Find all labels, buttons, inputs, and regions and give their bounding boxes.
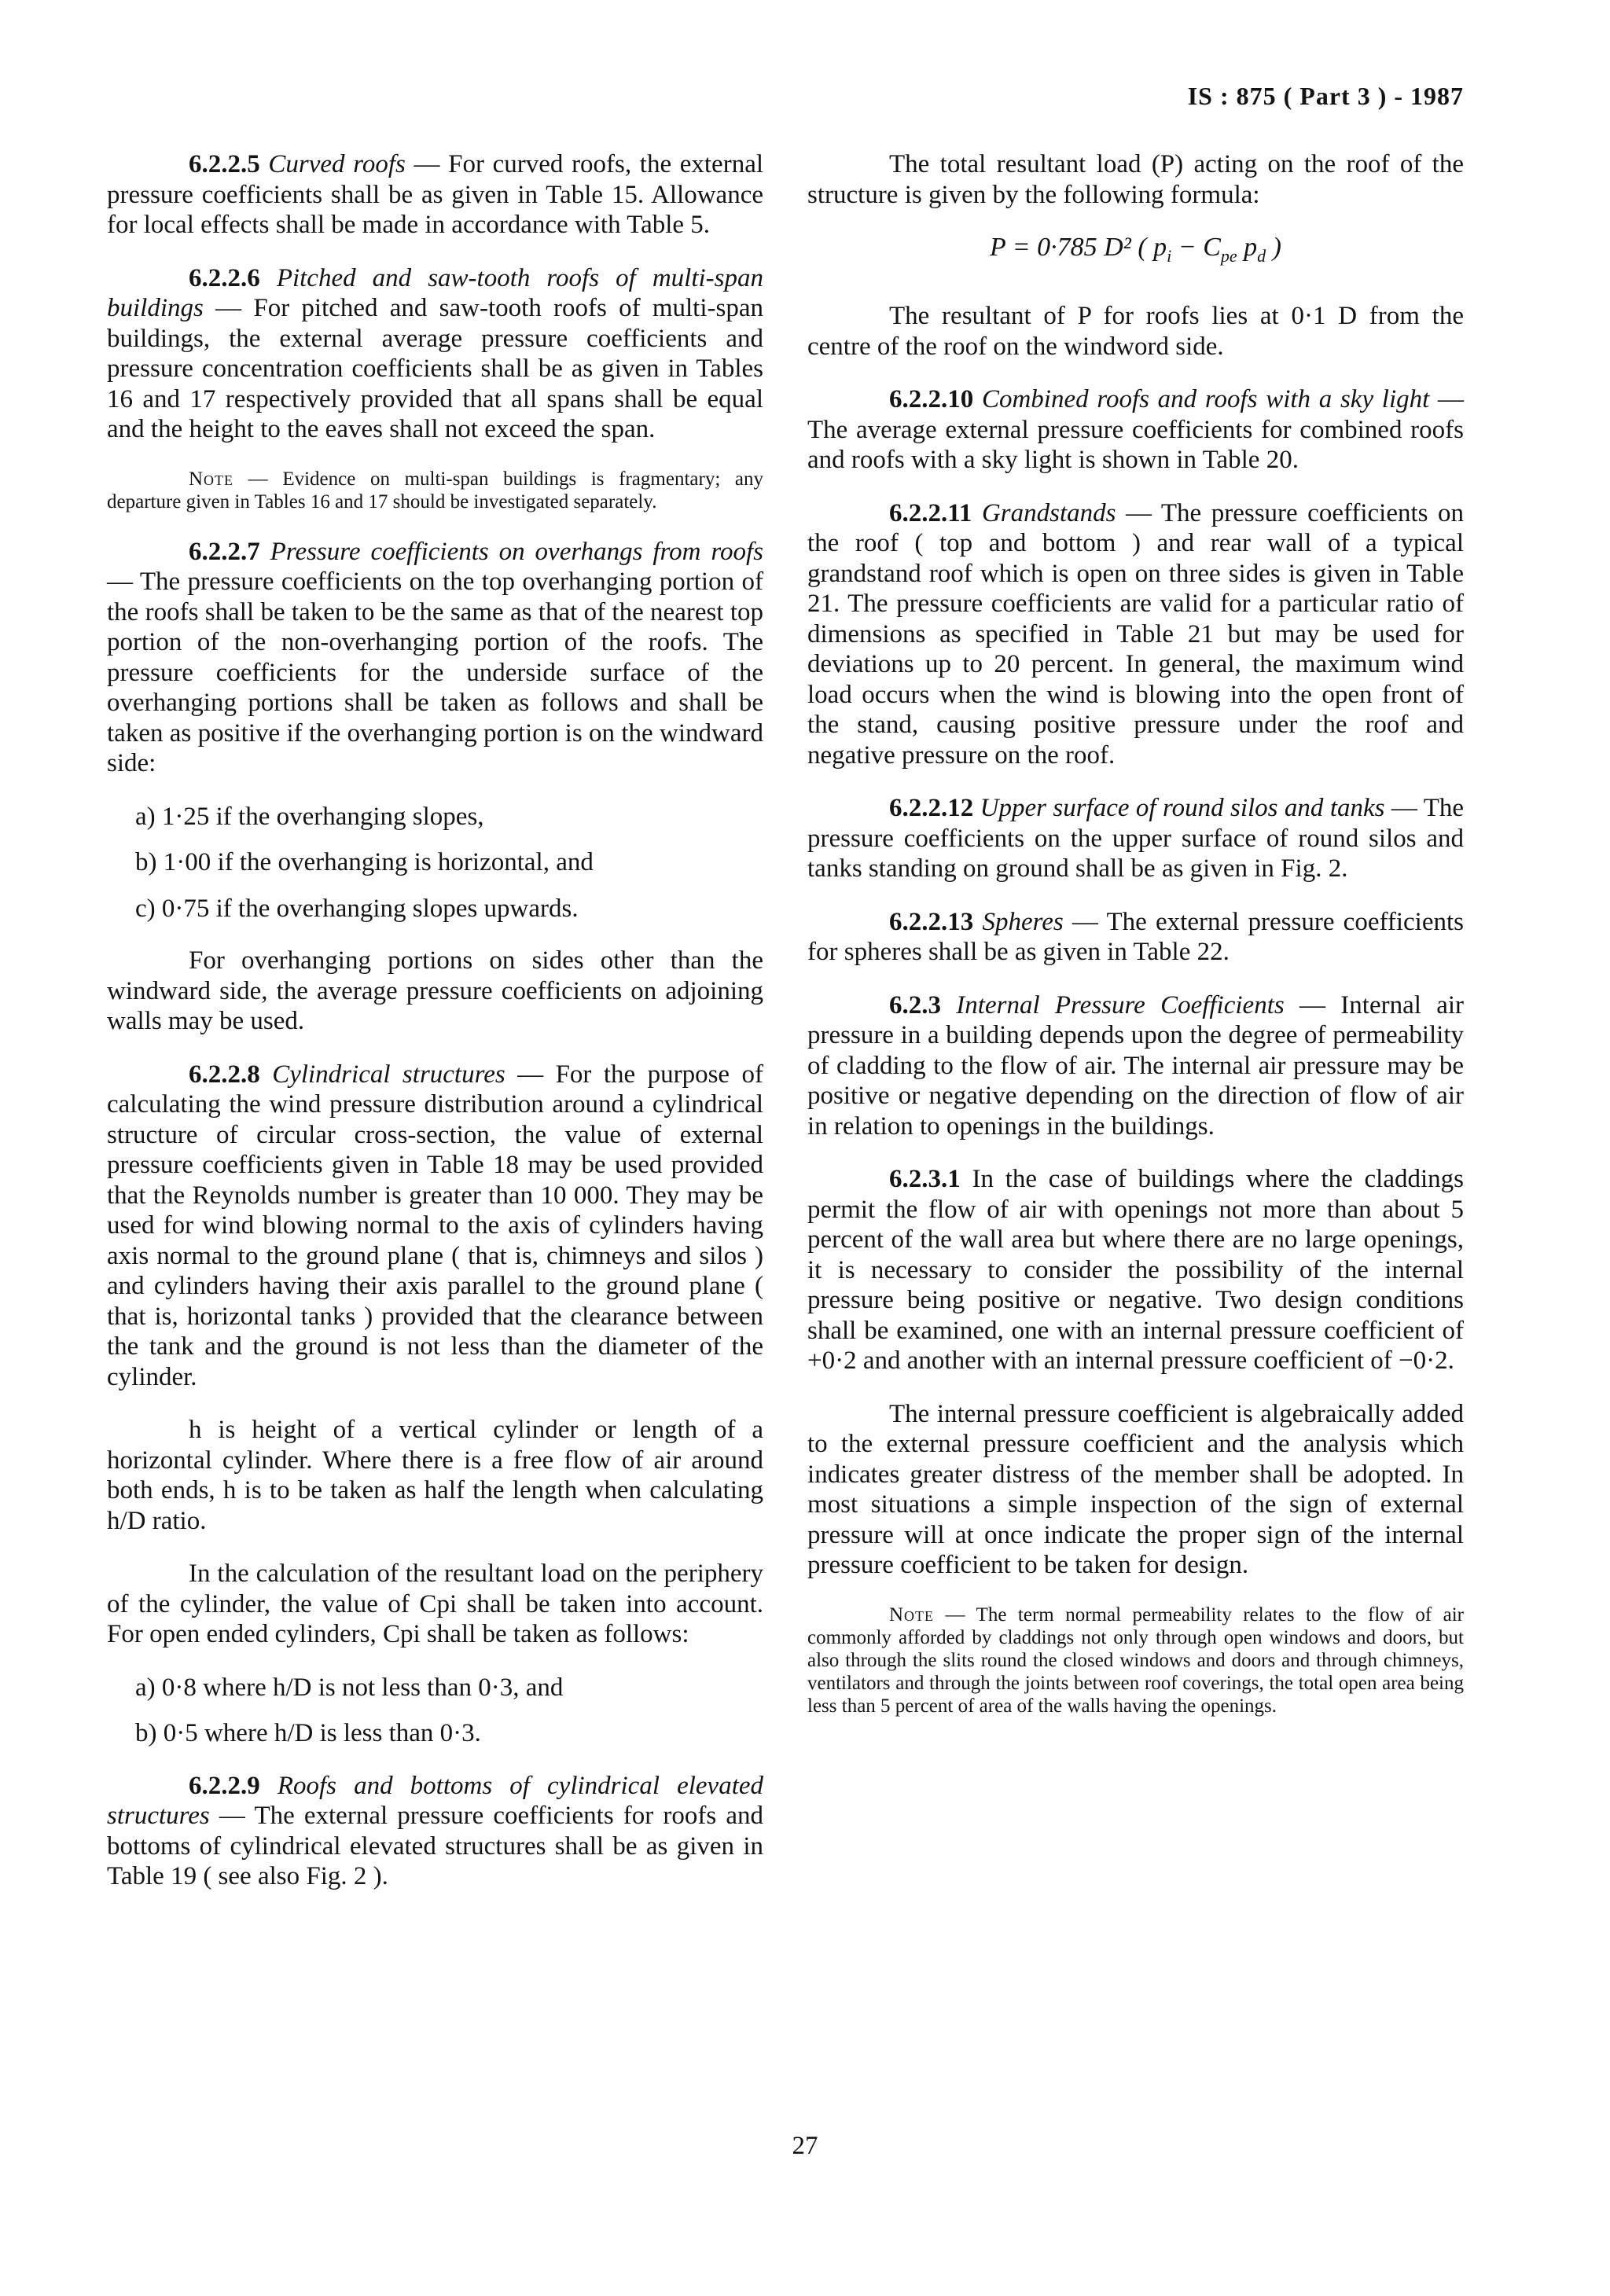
section-title: Pressure coefficients on overhangs from roofs	[270, 537, 764, 566]
resultant-load-formula: P = 0·785 D² ( $p_i - C_{pe}$ $p_d$ )	[989, 233, 1281, 266]
section-number: 6.2.3	[889, 990, 941, 1019]
section-6-2-2-10	[807, 384, 1464, 476]
note-text: — Evidence on multi-span buildings is fragmentary; any departure given in Tables 16 and 17 should be investigated separately.	[107, 468, 763, 512]
note-multispan	[107, 468, 763, 513]
left-column	[107, 149, 763, 1915]
section-number: 6.2.2.5	[189, 150, 260, 178]
section-number: 6.2.3.1	[889, 1165, 961, 1194]
section-number: 6.2.2.6	[189, 263, 260, 292]
section-6-2-3	[807, 990, 1464, 1142]
section-text: — For curved roofs, the external pressure coefficients shall be as given in Table 15. Allowance for local effects shall be made in accordance with Table 5.	[107, 150, 764, 239]
note-text: — The term normal permeability relates to the flow of air commonly afforded by claddings not only through open windows and doors, but also through the slits round the closed windows and doors and through chimneys, ventilators and through the joints between roof coverings, the total open area being less than 5 percent of area of the walls having the openings.	[807, 1604, 1464, 1717]
section-text: — The pressure coefficients on the roof ( top and bottom ) and rear wall of a typical grandstand roof which is open on three sides is given in Table 21. The pressure coefficients are valid for a particular ratio of dimensions as specified in Table 21 but may be used for deviations up to 20 percent. In general, the maximum wind load occurs when the wind is blowing into the open front of the stand, causing positive pressure under the roof and negative pressure on the roof.	[807, 498, 1465, 770]
section-title: Combined roofs and roofs with a sky light	[981, 385, 1430, 414]
section-text: — For pitched and saw-tooth roofs of multi-span buildings, the external average pressure coefficients and pressure concentration coefficients shall be as given in Tables 16 and 17 respectively provided that all spans shall be equal and the height to the eaves shall not exceed the span.	[107, 294, 763, 443]
right-column	[807, 149, 1464, 1741]
paragraph-cylinder-height: h is height of a vertical cylinder or length of a horizontal cylinder. Where there is a free flow of air around both ends, h is to be taken as half the length when calculating h/D ratio.	[107, 1416, 763, 1535]
document-header: IS : 875 ( Part 3 ) - 1987	[1187, 82, 1464, 110]
cpi-list	[107, 1673, 763, 1749]
section-text: — The average external pressure coefficients for combined roofs and roofs with a sky light is shown in Table 20.	[807, 385, 1465, 475]
section-number: 6.2.2.10	[889, 385, 974, 414]
section-title: Pitched and saw-tooth roofs of multi-span buildings	[107, 263, 764, 322]
section-6-2-2-7	[107, 537, 763, 779]
paragraph-resultant-location: The resultant of P for roofs lies at 0·1 D from the centre of the roof on the windword side.	[807, 302, 1464, 361]
section-title: Grandstands	[981, 498, 1116, 527]
section-number: 6.2.2.7	[189, 537, 260, 566]
paragraph-resultant-load: In the calculation of the resultant load on the periphery of the cylinder, the value of Cpi shall be taken into account. For open ended cylinders, Cpi shall be taken as follows:	[107, 1559, 763, 1648]
list-item: a) 1·25 if the overhanging slopes,	[135, 802, 484, 831]
page-number: 27	[792, 2132, 818, 2160]
section-title: Internal Pressure Coefficients	[956, 990, 1285, 1019]
section-6-2-2-13	[807, 907, 1464, 968]
section-6-2-2-5	[107, 149, 763, 241]
list-item: a) 0·8 where h/D is not less than 0·3, and	[135, 1673, 564, 1702]
section-6-2-2-8	[107, 1060, 763, 1393]
section-text: — The pressure coefficients on the top overhanging portion of the roofs shall be taken to be the same as that of the nearest top portion of the non-overhanging portion of the roofs. The pressure coefficients for the underside surface of the overhanging portions shall be taken as follows and shall be taken as positive if the overhanging portion is on the windward side:	[107, 568, 763, 777]
section-title: Cylindrical structures	[272, 1060, 505, 1089]
list-item: b) 0·5 where h/D is less than 0·3.	[135, 1719, 481, 1747]
overhang-list	[107, 802, 763, 924]
section-title: Roofs and bottoms of cylindrical elevated structures	[107, 1771, 764, 1830]
section-text: — The external pressure coefficients for spheres shall be as given in Table 22.	[807, 907, 1464, 967]
section-text: — The external pressure coefficients for roofs and bottoms of cylindrical elevated structures shall be as given in Table 19 ( see also Fig. 2 ).	[107, 1802, 763, 1890]
paragraph-overhang-sides: For overhanging portions on sides other than the windward side, the average pressure coefficients on adjoining walls may be used.	[107, 946, 763, 1035]
section-number: 6.2.2.13	[889, 907, 974, 936]
section-number: 6.2.2.12	[889, 794, 974, 823]
section-text: — For the purpose of calculating the wind pressure distribution around a cylindrical structure of circular cross-section, the value of external pressure coefficients given in Table 18 may be used provided that the Reynolds number is greater than 10 000. They may be used for wind blowing normal to the axis of cylinders having axis normal to the ground plane ( that is, chimneys and silos ) and cylinders having their axis parallel to the ground plane ( that is, horizontal tanks ) provided that the clearance between the tank and the ground is not less than the diameter of the cylinder.	[107, 1060, 763, 1391]
section-title: Upper surface of round silos and tanks	[980, 794, 1385, 823]
section-title: Curved roofs	[268, 150, 406, 178]
note-label: Note	[889, 1604, 935, 1626]
note-permeability	[807, 1604, 1464, 1717]
formula-end: − C	[1171, 233, 1221, 262]
paragraph-total-load: The total resultant load (P) acting on the roof of the structure is given by the following formula:	[807, 150, 1464, 209]
paragraph-internal-coefficient: The internal pressure coefficient is algebraically added to the external pressure coefficient and the analysis which indicates greater distress of the member shall be adopted. In most situations a simple inspection of the sign of external pressure will at once indicate the proper sign of the internal pressure coefficient to be taken for design.	[807, 1399, 1464, 1580]
section-text: — Internal air pressure in a building depends upon the degree of permeability of cladding to the flow of air. The internal air pressure may be positive or negative depending on the direction of flow of air in relation to openings in the buildings.	[807, 990, 1465, 1141]
section-6-2-2-12	[807, 793, 1464, 884]
section-text: — The pressure coefficients on the upper surface of round silos and tanks standing on ground shall be as given in Fig. 2.	[807, 794, 1465, 884]
list-item: b) 1·00 if the overhanging is horizontal, and	[135, 848, 594, 876]
section-6-2-3-1	[807, 1164, 1464, 1376]
list-item: c) 0·75 if the overhanging slopes upwards.	[135, 894, 579, 923]
note-label: Note	[189, 468, 234, 490]
section-text: In the case of buildings where the claddings permit the flow of air with openings not more than about 5 percent of the wall area but where there are no large openings, it is necessary to consider the possibility of the internal pressure being positive or negative. Two design conditions shall be examined, one with an internal pressure coefficient of +0·2 and another with an internal pressure coefficient of −0·2.	[807, 1165, 1464, 1376]
formula-lhs: P	[989, 233, 1006, 262]
formula-rhs: = 0·785 D² ( p	[1012, 233, 1167, 262]
section-number: 6.2.2.11	[889, 498, 972, 527]
section-6-2-2-9	[107, 1771, 763, 1892]
section-6-2-2-6	[107, 263, 763, 445]
section-6-2-2-11	[807, 498, 1464, 771]
section-title: Spheres	[982, 907, 1064, 936]
section-number: 6.2.2.9	[189, 1771, 260, 1800]
section-number: 6.2.2.8	[189, 1060, 260, 1089]
